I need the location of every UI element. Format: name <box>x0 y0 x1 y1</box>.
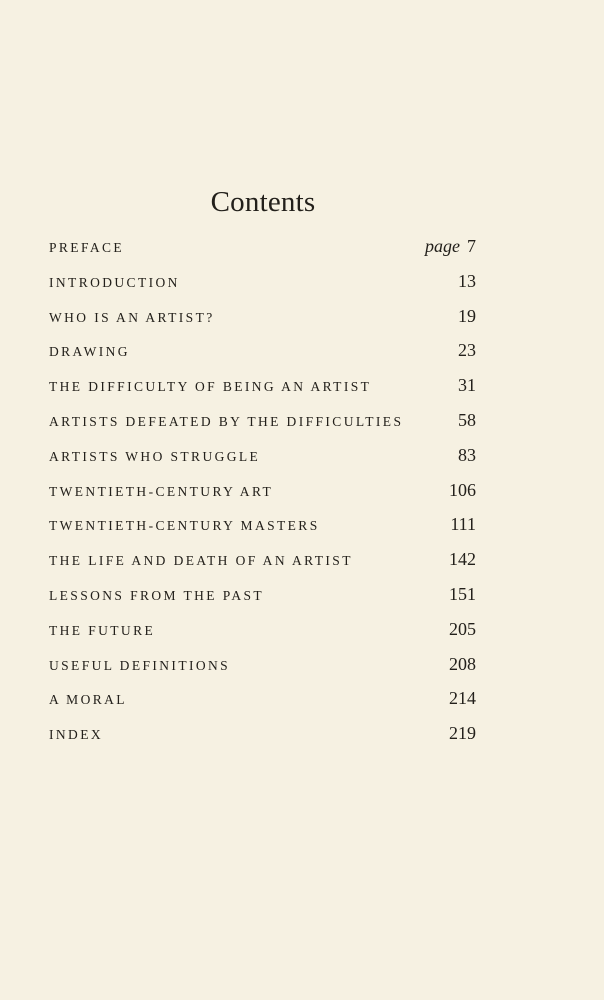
toc-entry <box>49 445 476 480</box>
toc-entry-page: 19 <box>458 305 476 326</box>
toc-entry-title: THE FUTURE <box>49 622 156 638</box>
toc-entry <box>49 340 476 375</box>
toc-entry-title: THE DIFFICULTY OF BEING AN ARTIST <box>49 379 372 395</box>
toc-entry-title: ARTISTS WHO STRUGGLE <box>49 448 261 464</box>
toc-entry <box>49 654 476 689</box>
table-of-contents <box>49 236 476 758</box>
toc-entry-page: 23 <box>458 340 476 361</box>
toc-entry-page: 205 <box>449 618 476 639</box>
toc-entry-page: 31 <box>458 375 476 396</box>
toc-entry-page: 13 <box>458 270 476 291</box>
toc-entry-title: ARTISTS DEFEATED BY THE DIFFICULTIES <box>49 413 404 429</box>
toc-entry-title: PREFACE <box>49 240 125 255</box>
toc-entry <box>49 271 476 306</box>
toc-entry-title: THE LIFE AND DEATH OF AN ARTIST <box>49 553 353 569</box>
toc-entry <box>49 723 476 758</box>
toc-entry-page: 106 <box>449 479 476 500</box>
toc-entry <box>49 306 476 341</box>
toc-entry-title: A MORAL <box>49 692 127 708</box>
toc-entry-page <box>425 236 476 257</box>
toc-entry-title: DRAWING <box>49 344 130 360</box>
page-number: 7 <box>467 236 476 256</box>
toc-entry-title: USEFUL DEFINITIONS <box>49 657 231 673</box>
toc-entry <box>49 410 476 445</box>
toc-entry-page: 151 <box>449 583 476 604</box>
toc-entry-title: INTRODUCTION <box>49 274 180 290</box>
toc-entry-page: 208 <box>449 653 476 674</box>
toc-entry <box>49 688 476 723</box>
toc-entry-page: 83 <box>458 444 476 465</box>
toc-entry-title: TWENTIETH-CENTURY MASTERS <box>49 518 320 534</box>
page-prefix: page <box>425 236 460 256</box>
toc-entry-page: 142 <box>449 549 476 570</box>
toc-entry-title: LESSONS FROM THE PAST <box>49 587 265 603</box>
toc-entry-page: 219 <box>449 723 476 744</box>
toc-entry-page: 58 <box>458 409 476 430</box>
toc-entry <box>49 480 476 515</box>
toc-entry <box>49 584 476 619</box>
toc-entry-title: WHO IS AN ARTIST? <box>49 309 215 325</box>
page-title: Contents <box>210 186 316 218</box>
toc-entry-title: TWENTIETH-CENTURY ART <box>49 483 274 499</box>
toc-entry <box>49 549 476 584</box>
toc-entry <box>49 619 476 654</box>
toc-entry-preface <box>49 236 476 271</box>
toc-entry-page: 214 <box>449 688 476 709</box>
toc-entry <box>49 375 476 410</box>
toc-entry <box>49 514 476 549</box>
toc-entry-title: INDEX <box>49 727 103 743</box>
toc-entry-page: 111 <box>450 514 476 535</box>
